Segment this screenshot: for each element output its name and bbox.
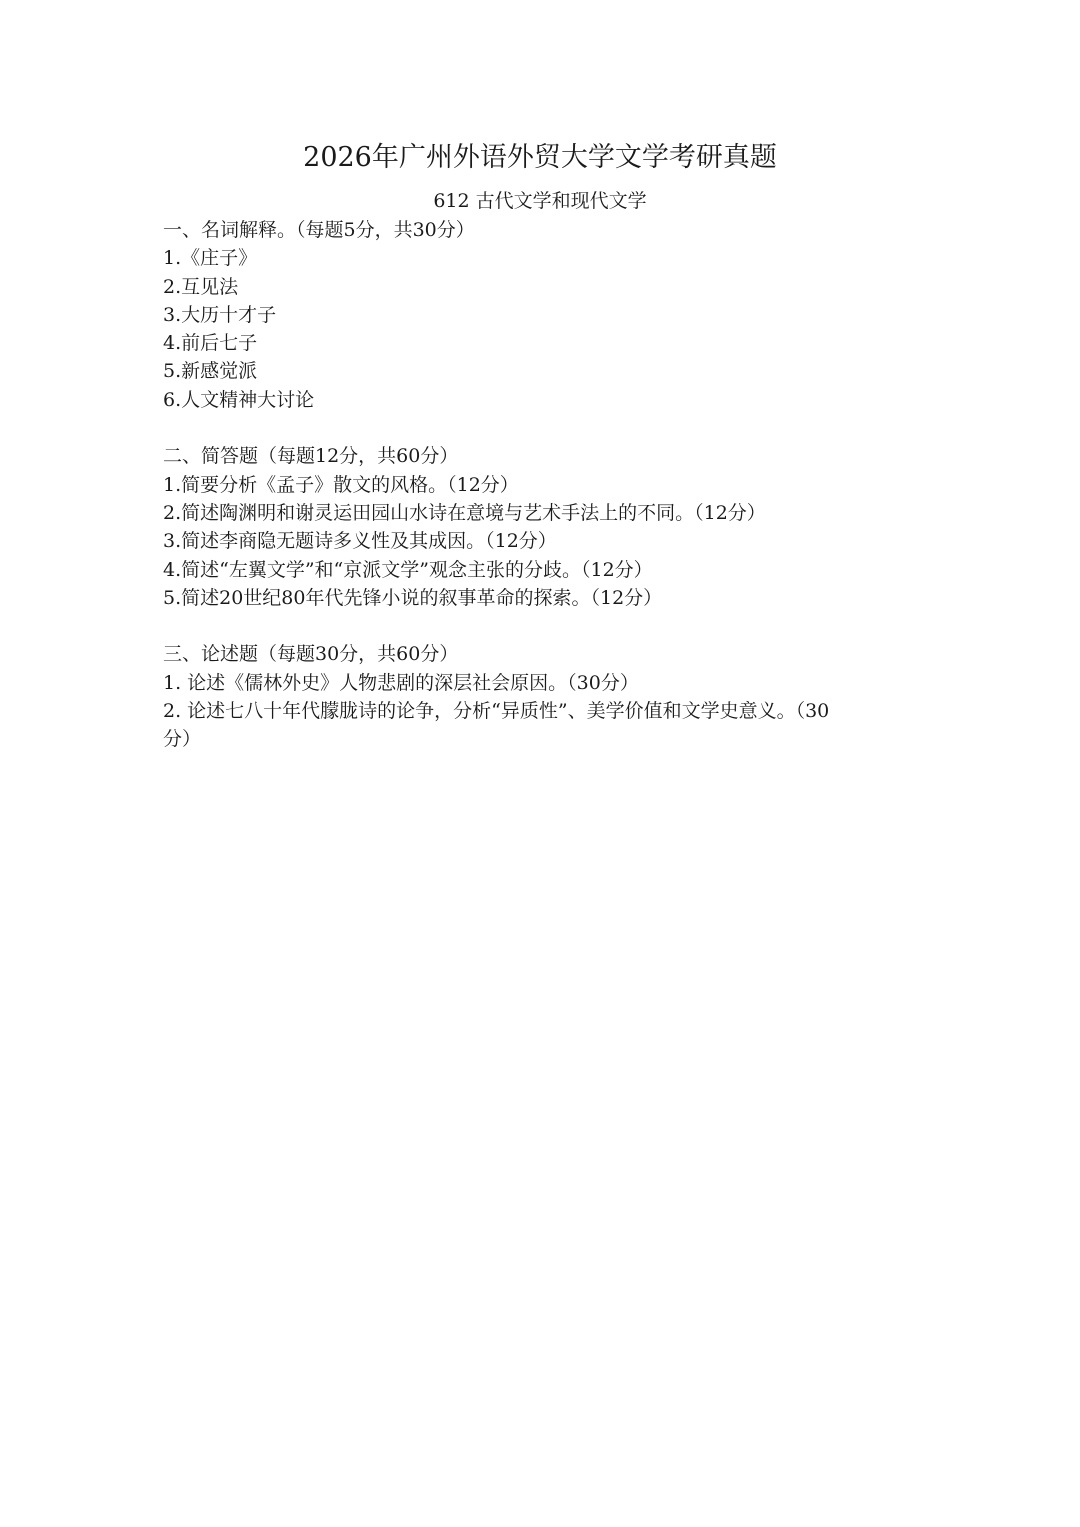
section-heading: 二、简答题（每题12分，共60分） (163, 445, 459, 468)
page-title: 2026年广州外语外贸大学文学考研真题 (303, 142, 777, 173)
question-item: 5.简述20世纪80年代先锋小说的叙事革命的探索。（12分） (163, 586, 663, 609)
question-item: 3.简述李商隐无题诗多义性及其成因。（12分） (163, 530, 557, 553)
exam-body (163, 216, 923, 754)
question-item-continuation: 分） (163, 728, 202, 751)
question-item: 4.前后七子 (163, 332, 258, 355)
question-item: 2. 论述七八十年代朦胧诗的论争，分析“异质性”、美学价值和文学史意义。（30 (163, 700, 830, 723)
section-spacer (163, 414, 923, 442)
question-item: 4.简述“左翼文学”和“京派文学”观念主张的分歧。（12分） (163, 558, 653, 581)
question-item: 2.互见法 (163, 275, 239, 298)
question-item: 1. 论述《儒林外史》人物悲剧的深层社会原因。（30分） (163, 671, 639, 694)
question-item: 3.大历十才子 (163, 303, 277, 326)
section-spacer (163, 612, 923, 640)
question-item: 1.《庄子》 (163, 247, 258, 270)
question-item: 1.简要分析《孟子》散文的风格。（12分） (163, 473, 519, 496)
question-item: 6.人文精神大讨论 (163, 388, 315, 411)
section-heading: 三、论述题（每题30分，共60分） (163, 643, 459, 666)
exam-subject: 612 古代文学和现代文学 (433, 190, 647, 212)
section-heading: 一、名词解释。（每题5分，共30分） (163, 219, 475, 241)
question-item: 2.简述陶渊明和谢灵运田园山水诗在意境与艺术手法上的不同。（12分） (163, 501, 766, 524)
question-item: 5.新感觉派 (163, 360, 258, 383)
